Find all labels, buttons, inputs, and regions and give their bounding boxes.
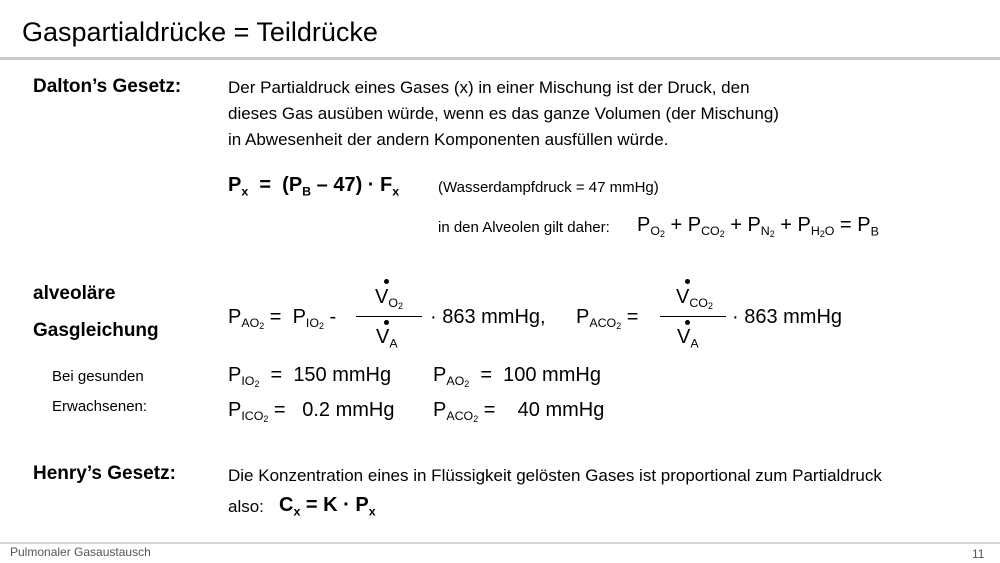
flow-dot-icon	[685, 320, 690, 325]
henry-text-line-1: Die Konzentration eines in Flüssigkeit gelösten Gases ist proportional zum Partialdruck	[228, 466, 882, 485]
dalton-formula: $P_x = (P_B - 47) \cdot F_x$	[228, 174, 400, 199]
dalton-text-line-1: Der Partialdruck eines Gases (x) in einer Mischung ist der Druck, den	[228, 78, 750, 97]
pao2-value: $P_{AO2} = 100$ mmHg	[433, 364, 601, 390]
alveolar-label-line-1: alveoläre	[33, 283, 116, 304]
water-vapor-note: (Wasserdampfdruck = 47 mmHg)	[438, 179, 659, 196]
paco2-lhs: $P_{ACO2}$ =	[576, 306, 639, 332]
henry-formula: $C_x = K \cdot P_x$	[279, 494, 376, 519]
footer-divider	[0, 542, 1000, 544]
henry-label: Henry’s Gesetz:	[33, 463, 176, 484]
pao2-lhs: $P_{AO2} = P_{IO2}$ -	[228, 306, 337, 332]
va-denominator: $V_A$	[376, 326, 398, 351]
footer-title: Pulmonaler Gasaustausch	[10, 545, 151, 559]
va-denominator: $V_A$	[677, 326, 699, 351]
henry-also: also:	[228, 497, 264, 516]
pio2-value: $P_{IO2} = 150$ mmHg	[228, 364, 392, 390]
fraction-line	[356, 316, 422, 317]
alveolen-pressure-sum: $P_{O2} + P_{CO2} + P_{N2} + P_{H2O} = P_B$	[637, 214, 879, 240]
dalton-label: Dalton’s Gesetz:	[33, 76, 182, 97]
page-title: Gaspartialdrücke = Teildrücke	[22, 17, 378, 47]
healthy-label-line-2: Erwachsenen:	[52, 398, 148, 415]
page-number: 11	[972, 547, 985, 561]
vo2-numerator: $V_{O2}$	[375, 286, 403, 312]
dalton-text-line-2: dieses Gas ausüben würde, wenn es das ganze Volumen (der Mischung)	[228, 104, 779, 123]
flow-dot-icon	[384, 279, 389, 284]
healthy-label-line-1: Bei gesunden	[52, 368, 144, 385]
paco2-tail: · 863 mmHg	[732, 306, 843, 328]
fraction-line	[660, 316, 726, 317]
paco2-value: $P_{ACO2}$ = 40 mmHg	[433, 399, 605, 425]
flow-dot-icon	[384, 320, 389, 325]
title-divider	[0, 57, 1000, 60]
pao2-tail: · 863 mmHg,	[430, 306, 546, 328]
vco2-numerator: $V_{CO2}$	[676, 286, 713, 312]
dalton-text-line-3: in Abwesenheit der andern Komponenten ausfüllen würde.	[228, 130, 669, 149]
alveolar-label-line-2: Gasgleichung	[33, 320, 159, 341]
alveolen-prefix: in den Alveolen gilt daher:	[438, 219, 610, 236]
flow-dot-icon	[685, 279, 690, 284]
pico2-value: $P_{ICO2} = 0.2$ mmHg	[228, 399, 395, 425]
